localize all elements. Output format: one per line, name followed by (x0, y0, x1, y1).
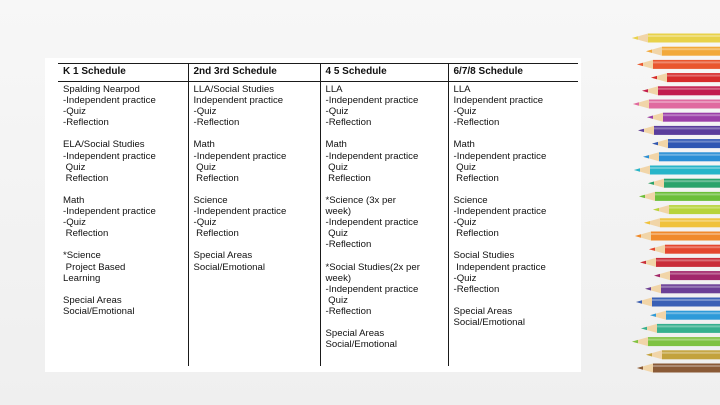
activity-line: Quiz (325, 161, 348, 173)
activity-line: Reflection (63, 228, 109, 240)
pencil (642, 86, 720, 95)
activity-line: Social/Emotional (63, 305, 135, 317)
pencil (648, 179, 720, 188)
subject-title: LLA (453, 84, 471, 95)
pencil (640, 258, 720, 267)
subject-block (454, 195, 574, 239)
pencil (649, 245, 720, 254)
activity-line: Independent practice (193, 95, 284, 107)
pencil (644, 218, 720, 227)
activity-line: Quiz (193, 161, 216, 173)
pencil (637, 60, 720, 69)
pencil (638, 126, 720, 135)
activity-line: -Quiz (193, 217, 217, 229)
activity-line: -Reflection (325, 239, 372, 251)
activity-line: -Reflection (193, 117, 240, 129)
activity-line: -Independent practice (63, 150, 156, 162)
activity-line: -Independent practice (193, 150, 287, 162)
activity-line: -Quiz (325, 106, 349, 118)
pencil (633, 100, 720, 109)
subject-title: LLA (325, 84, 343, 95)
subject-block (63, 250, 183, 283)
subject-title: Social Studies (453, 250, 515, 262)
subject-title: *Social Studies(2x per (325, 261, 420, 273)
subject-title: Math (193, 139, 215, 151)
activity-line: Quiz (63, 161, 86, 173)
column-header (58, 64, 188, 82)
activity-line: Social/Emotional (325, 339, 397, 351)
activity-line: Independent practice (453, 95, 544, 107)
subject-block (194, 250, 315, 272)
pencil (651, 73, 720, 82)
column-header (188, 64, 320, 82)
subject-title: *Science (3x per (325, 194, 396, 206)
pencil (635, 232, 720, 241)
activity-line: -Quiz (453, 272, 477, 284)
subject-block (326, 262, 443, 317)
pencil (632, 34, 720, 43)
subject-title: Special Areas (63, 294, 122, 306)
subject-title: Math (453, 139, 475, 151)
subject-title: Special Areas (453, 305, 513, 317)
pencil (654, 271, 720, 280)
subject-title: Special Areas (325, 328, 385, 340)
activity-line: -Reflection (63, 117, 109, 129)
subject-block (63, 195, 183, 239)
activity-line: Reflection (193, 172, 239, 184)
pencil (646, 47, 720, 56)
activity-line: Quiz (325, 228, 348, 240)
pencil (646, 350, 720, 359)
column-title: 4 5 Schedule (325, 66, 387, 77)
activity-line: -Reflection (325, 117, 372, 129)
activity-line: -Quiz (63, 106, 86, 118)
column-header (448, 64, 578, 82)
subject-block (63, 295, 183, 317)
activity-line: Independent practice (453, 261, 546, 273)
subject-block (326, 139, 443, 183)
pencil (641, 324, 720, 333)
schedule-column-6-7-8 (448, 82, 578, 367)
column-title: K 1 Schedule (63, 66, 126, 77)
subject-block (326, 328, 443, 350)
schedule-table (58, 63, 578, 366)
activity-line: -Quiz (193, 106, 217, 118)
header-row (58, 64, 578, 82)
subject-title: LLA/Social Studies (193, 84, 275, 95)
subject-block (454, 139, 574, 183)
activity-line: -Quiz (453, 217, 477, 229)
schedule-document (45, 58, 581, 372)
activity-line: Social/Emotional (453, 316, 525, 328)
subject-title: Spalding Nearpod (63, 84, 140, 95)
subject-title: Science (193, 194, 228, 206)
activity-line: Social/Emotional (193, 261, 265, 273)
activity-line: week) (325, 272, 352, 284)
pencil (637, 364, 720, 373)
pencil (647, 113, 720, 122)
subject-block (194, 195, 315, 239)
schedule-column-2-3 (188, 82, 320, 367)
body-row (58, 82, 578, 367)
subject-block (326, 84, 443, 128)
activity-line: Learning (63, 272, 101, 284)
activity-line: -Reflection (453, 117, 500, 129)
activity-line: -Independent practice (63, 95, 156, 107)
activity-line: Reflection (63, 172, 109, 184)
activity-line: -Independent practice (453, 150, 547, 162)
subject-block (454, 250, 574, 294)
subject-title: ELA/Social Studies (63, 139, 145, 151)
activity-line: -Reflection (325, 305, 372, 317)
activity-line: -Independent practice (325, 283, 419, 295)
activity-line: week) (325, 206, 352, 218)
subject-block (454, 84, 574, 128)
pencil (652, 139, 720, 148)
column-header (320, 64, 448, 82)
pencil (643, 152, 720, 161)
activity-line: -Independent practice (453, 206, 547, 218)
activity-line: -Independent practice (193, 206, 287, 218)
pencil (634, 166, 720, 175)
activity-line: -Quiz (63, 217, 86, 229)
schedule-column-k1 (58, 82, 188, 367)
activity-line: -Quiz (453, 106, 477, 118)
subject-block (63, 84, 183, 128)
column-title: 6/7/8 Schedule (453, 66, 523, 77)
activity-line: Project Based (63, 261, 126, 273)
column-title: 2nd 3rd Schedule (193, 66, 277, 77)
activity-line: Reflection (325, 172, 371, 184)
activity-line: Reflection (453, 228, 499, 240)
activity-line: -Independent practice (325, 217, 419, 229)
activity-line: Quiz (453, 161, 476, 173)
subject-block (326, 195, 443, 250)
subject-title: Math (63, 194, 85, 206)
subject-title: Science (453, 194, 488, 206)
colored-pencils-decoration (620, 0, 720, 405)
subject-title: Special Areas (193, 250, 253, 262)
activity-line: Reflection (193, 228, 239, 240)
subject-block (63, 139, 183, 183)
activity-line: -Reflection (453, 283, 500, 295)
activity-line: -Independent practice (325, 150, 419, 162)
pencil (639, 192, 720, 201)
activity-line: -Independent practice (63, 206, 156, 218)
subject-block (454, 306, 574, 328)
pencil (636, 298, 720, 307)
schedule-column-4-5 (320, 82, 448, 367)
pencil (645, 284, 720, 293)
activity-line: Reflection (453, 172, 499, 184)
pencil (653, 205, 720, 214)
pencil (632, 337, 720, 346)
subject-title: Math (325, 139, 347, 151)
activity-line: -Independent practice (325, 95, 419, 107)
subject-block (194, 84, 315, 128)
pencil (650, 311, 720, 320)
subject-block (194, 139, 315, 183)
subject-title: *Science (63, 250, 101, 262)
activity-line: Quiz (325, 294, 348, 306)
